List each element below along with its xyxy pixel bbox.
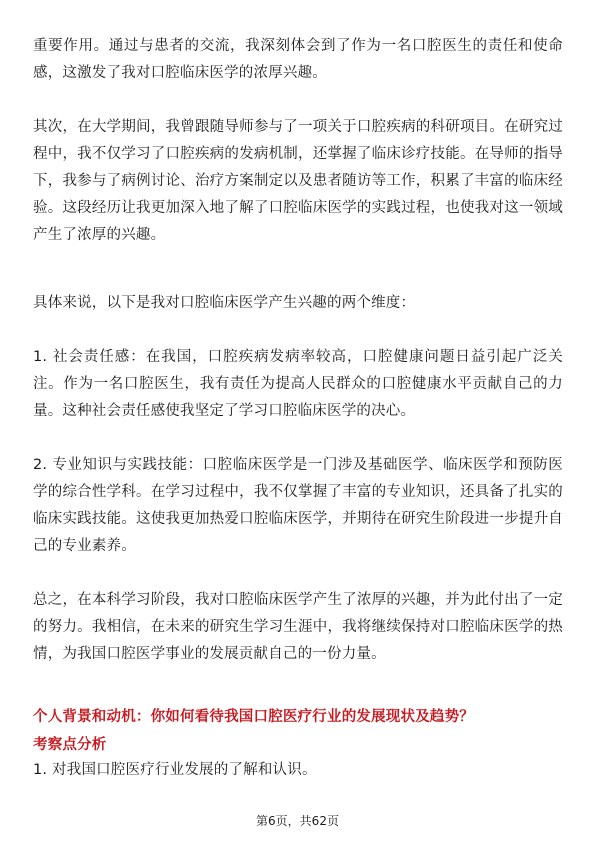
question-heading: 个人背景和动机：你如何看待我国口腔医疗行业的发展现状及趋势？	[33, 709, 474, 725]
paragraph-2: 其次，在大学期间，我曾跟随导师参与了一项关于口腔疾病的科研项目。在研究过程中，我不仅学习了口腔疾病的发病机制，还掌握了临床诊疗技能。在导师的指导下，我参与了病例讨论、治疗方案制定以及患者随访等工作，积累了丰富的临床经验。这段经历让我更加深入地了解了口腔临床医学的实践过程，也使我对这一领域产生了浓厚的兴趣。	[33, 119, 563, 243]
analysis-point-1: 1. 对我国口腔医疗行业发展的了解和认识。	[33, 762, 317, 778]
paragraph-1: 重要作用。通过与患者的交流，我深刻体会到了作为一名口腔医生的责任和使命感，这激发了我对口腔临床医学的浓厚兴趣。	[33, 38, 563, 81]
paragraph-6: 总之，在本科学习阶段，我对口腔临床医学产生了浓厚的兴趣，并为此付出了一定的努力。我相信，在未来的研究生学习生涯中，我将继续保持对口腔临床医学的热情，为我国口腔医学事业的发展贡献自己的一份力量。	[33, 592, 563, 662]
analysis-heading: 考察点分析	[33, 737, 107, 753]
paragraph-5: 2. 专业知识与实践技能：口腔临床医学是一门涉及基础医学、临床医学和预防医学的综合性学科。在学习过程中，我不仅掌握了丰富的专业知识，还具备了扎实的临床实践技能。这使我更加热爱口腔临床医学，并期待在研究生阶段进一步提升自己的专业素养。	[33, 457, 563, 554]
paragraph-3: 具体来说，以下是我对口腔临床医学产生兴趣的两个维度：	[33, 295, 416, 311]
page-number: 第6页，共62页	[256, 814, 339, 828]
paragraph-4: 1. 社会责任感：在我国，口腔疾病发病率较高，口腔健康问题日益引起广泛关注。作为一名口腔医生，我有责任为提高人民群众的口腔健康水平贡献自己的力量。这种社会责任感使我坚定了学习口腔临床医学的决心。	[33, 349, 563, 419]
